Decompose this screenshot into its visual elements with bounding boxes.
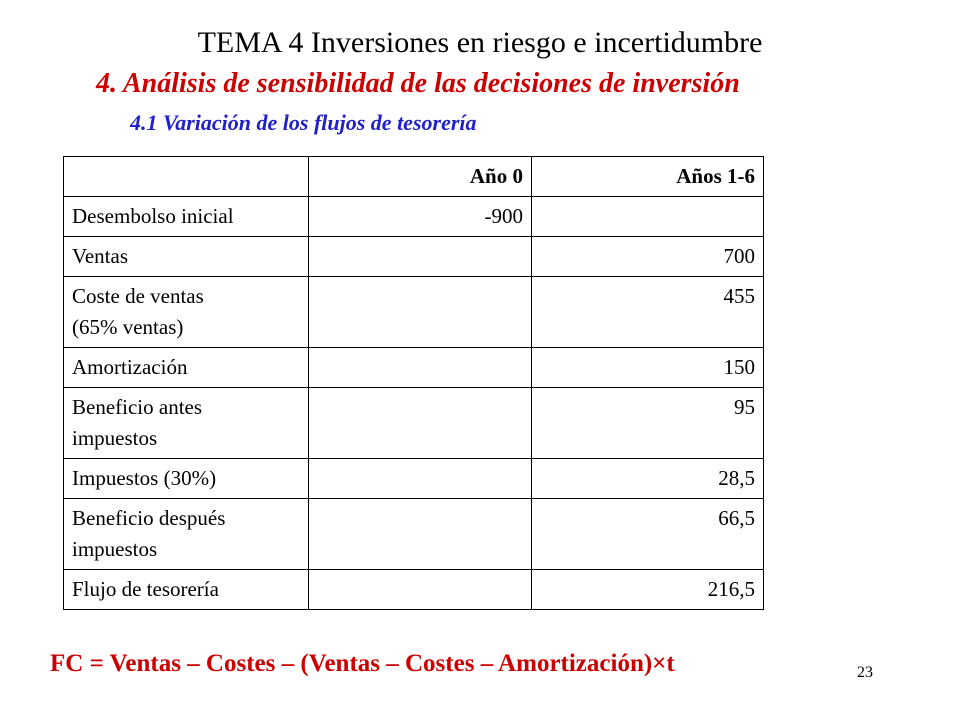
section-heading: 4.1 Variación de los flujos de tesorería xyxy=(130,110,477,135)
table-header-row xyxy=(64,157,764,197)
row-label: Coste de ventas (65% ventas) xyxy=(64,277,309,348)
row-label: Flujo de tesorería xyxy=(64,570,309,610)
row-value-years-1-6: 150 xyxy=(532,348,764,388)
row-value-years-1-6: 216,5 xyxy=(532,570,764,610)
header-cell-years-1-6: Años 1-6 xyxy=(532,157,764,197)
row-value-year-0 xyxy=(309,388,532,459)
table-row xyxy=(64,277,764,348)
row-label: Ventas xyxy=(64,237,309,277)
table-row xyxy=(64,570,764,610)
row-value-years-1-6: 455 xyxy=(532,277,764,348)
row-value-years-1-6: 95 xyxy=(532,388,764,459)
row-value-years-1-6: 28,5 xyxy=(532,459,764,499)
cash-flow-table xyxy=(63,156,764,610)
row-value-years-1-6: 66,5 xyxy=(532,499,764,570)
table-row xyxy=(64,348,764,388)
row-value-years-1-6: 700 xyxy=(532,237,764,277)
row-value-year-0 xyxy=(309,459,532,499)
row-value-year-0 xyxy=(309,570,532,610)
row-label: Amortización xyxy=(64,348,309,388)
table-body xyxy=(64,197,764,610)
page-number: 23 xyxy=(857,664,873,681)
table-row xyxy=(64,197,764,237)
table-row xyxy=(64,459,764,499)
row-label: Desembolso inicial xyxy=(64,197,309,237)
row-value-year-0 xyxy=(309,277,532,348)
row-value-year-0 xyxy=(309,499,532,570)
header-cell-label xyxy=(64,157,309,197)
slide-subtitle: 4. Análisis de sensibilidad de las decisiones de inversión xyxy=(96,68,740,99)
header-cell-year-0: Año 0 xyxy=(309,157,532,197)
row-value-year-0: -900 xyxy=(309,197,532,237)
table-row xyxy=(64,388,764,459)
row-label: Impuestos (30%) xyxy=(64,459,309,499)
row-value-year-0 xyxy=(309,237,532,277)
table-row xyxy=(64,237,764,277)
row-value-year-0 xyxy=(309,348,532,388)
row-label: Beneficio después impuestos xyxy=(64,499,309,570)
row-value-years-1-6 xyxy=(532,197,764,237)
cash-flow-formula: FC = Ventas – Costes – (Ventas – Costes – Amortización)×t xyxy=(50,650,675,677)
table-row xyxy=(64,499,764,570)
slide-title: TEMA 4 Inversiones en riesgo e incertidumbre xyxy=(197,26,763,59)
row-label: Beneficio antes impuestos xyxy=(64,388,309,459)
